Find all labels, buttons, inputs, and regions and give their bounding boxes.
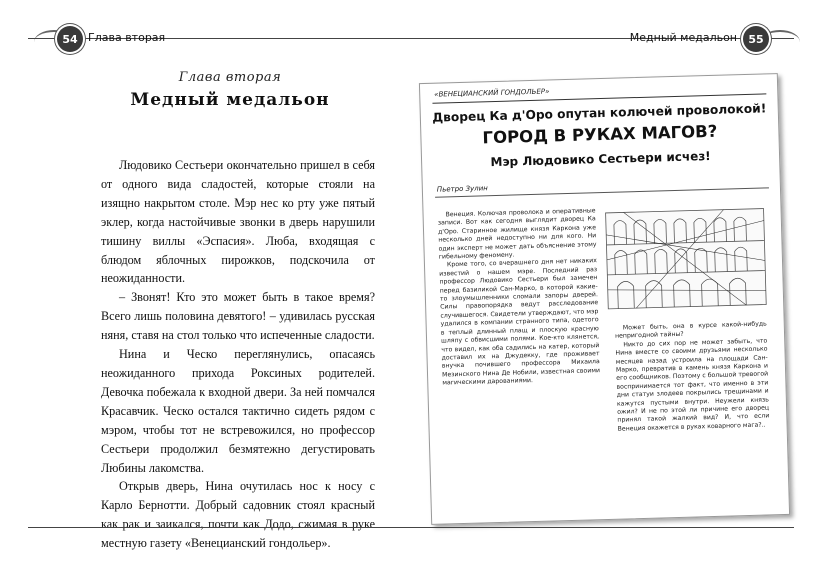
newspaper-column-1	[437, 207, 600, 388]
paragraph: – Звонят! Кто это может быть в такое время? Всего лишь половина девятого! – удивилась русская няня, ставя на стол только что испеченные сладости.	[101, 290, 375, 343]
article-paragraph: Кроме того, со вчерашнего дня нет никаких известий о нашем мэре. Последний раз профессор Людовико Сестьери был замечен перед базиликой Сан-Марко, в которой какие-то злоумышленники сломали запоры дверей. Силы правопорядка ведут расследование случившегося. Свидетели утверждают, что мэр удалился в компании странного типа, одетого в теплый длинный плащ и плоскую красную шляпу с обвисшими полями. Кое-кто клянется, что видел, как оба садились на катер, который доставил их на Джудекку, где проживает внучка почившего профессора Михаила Мезинского Нина Де Нобили, известная своими магическими дарованиями.	[439, 257, 601, 387]
running-head-right: Медный медальон	[629, 31, 737, 44]
newspaper-column-2	[615, 320, 770, 433]
newspaper-main-headline: ГОРОД В РУКАХ МАГОВ?	[482, 121, 718, 148]
footer-rule	[28, 527, 794, 528]
page-number-left: 54	[57, 26, 83, 52]
newspaper-subheadline: Мэр Людовико Сестьери исчез!	[490, 148, 711, 170]
newspaper-headline: Дворец Ка д'Оро опутан колючей проволокой!	[432, 101, 767, 125]
article-paragraph: Никто до сих пор не может забыть, что Нина вместе со своими друзьями несколько месяцев назад устроила на площади Сан-Марко, превратив в камень князя Каркона и его сообщников. Поэтому с большой тревогой воспринимается тот факт, что именно в эти дни статуи злодеев покрылись трещинами и кажутся пустыми внутри. Неужели князь ожил? И не по этой ли причине его дворец принял такой жалкий вид? И, что если Венеция окажется в руках коварного мага?..	[615, 337, 770, 433]
paragraph: Открыв дверь, Нина очутилась нос к носу с Карло Бернотти. Добрый садовник стоял красный как рак и заикался, почти как Додо, сжимая в руке местную газету «Венецианский гондольер».	[101, 479, 375, 551]
article-paragraph: Венеция. Колючая проволока и оперативные записи. Вот как сегодня выглядит дворец Ка д'Оро. Старинное жилище князя Каркона уже несколько дней недоступно ни для кого. Ни один эксперт не может дать объяснение этому гибельному феномену.	[437, 207, 597, 261]
running-head-left: Глава вторая	[88, 31, 166, 44]
chapter-body	[101, 156, 375, 553]
palace-illustration	[603, 200, 768, 310]
paragraph: Нина и Ческо переглянулись, опасаясь неожиданного прихода Роксиных родителей. Девочка побежала к входной двери. За ней помчался Красавчик. Ческо остался тактично сидеть рядом с мэром, чтобы тот не встревожился, но профессор Сестьери продолжил безмятежно дегустировать Любины лакомства.	[101, 347, 375, 475]
paragraph: Людовико Сестьери окончательно пришел в себя от одного вида сладостей, которые стояли на изящно накрытом столе. Мэр нес ко рту уже пятый эклер, когда настойчивые звонки в дверь нарушили тишину виллы «Эспасия». Люба, входящая с блюдом яблочных пирожков, подскочила от неожиданности.	[101, 158, 375, 286]
page-number-right: 55	[743, 26, 769, 52]
chapter-label: Глава вторая	[178, 70, 282, 85]
article-paragraph: Может быть, она в курсе какой-нибудь непригодной тайны?	[614, 320, 767, 341]
chapter-title: Медный медальон	[130, 90, 330, 110]
newspaper-clipping	[419, 73, 790, 525]
newspaper-author: Пьетро Зулин	[436, 184, 488, 194]
newspaper-name: «ВЕНЕЦИАНСКИЙ ГОНДОЛЬЕР»	[434, 87, 550, 99]
